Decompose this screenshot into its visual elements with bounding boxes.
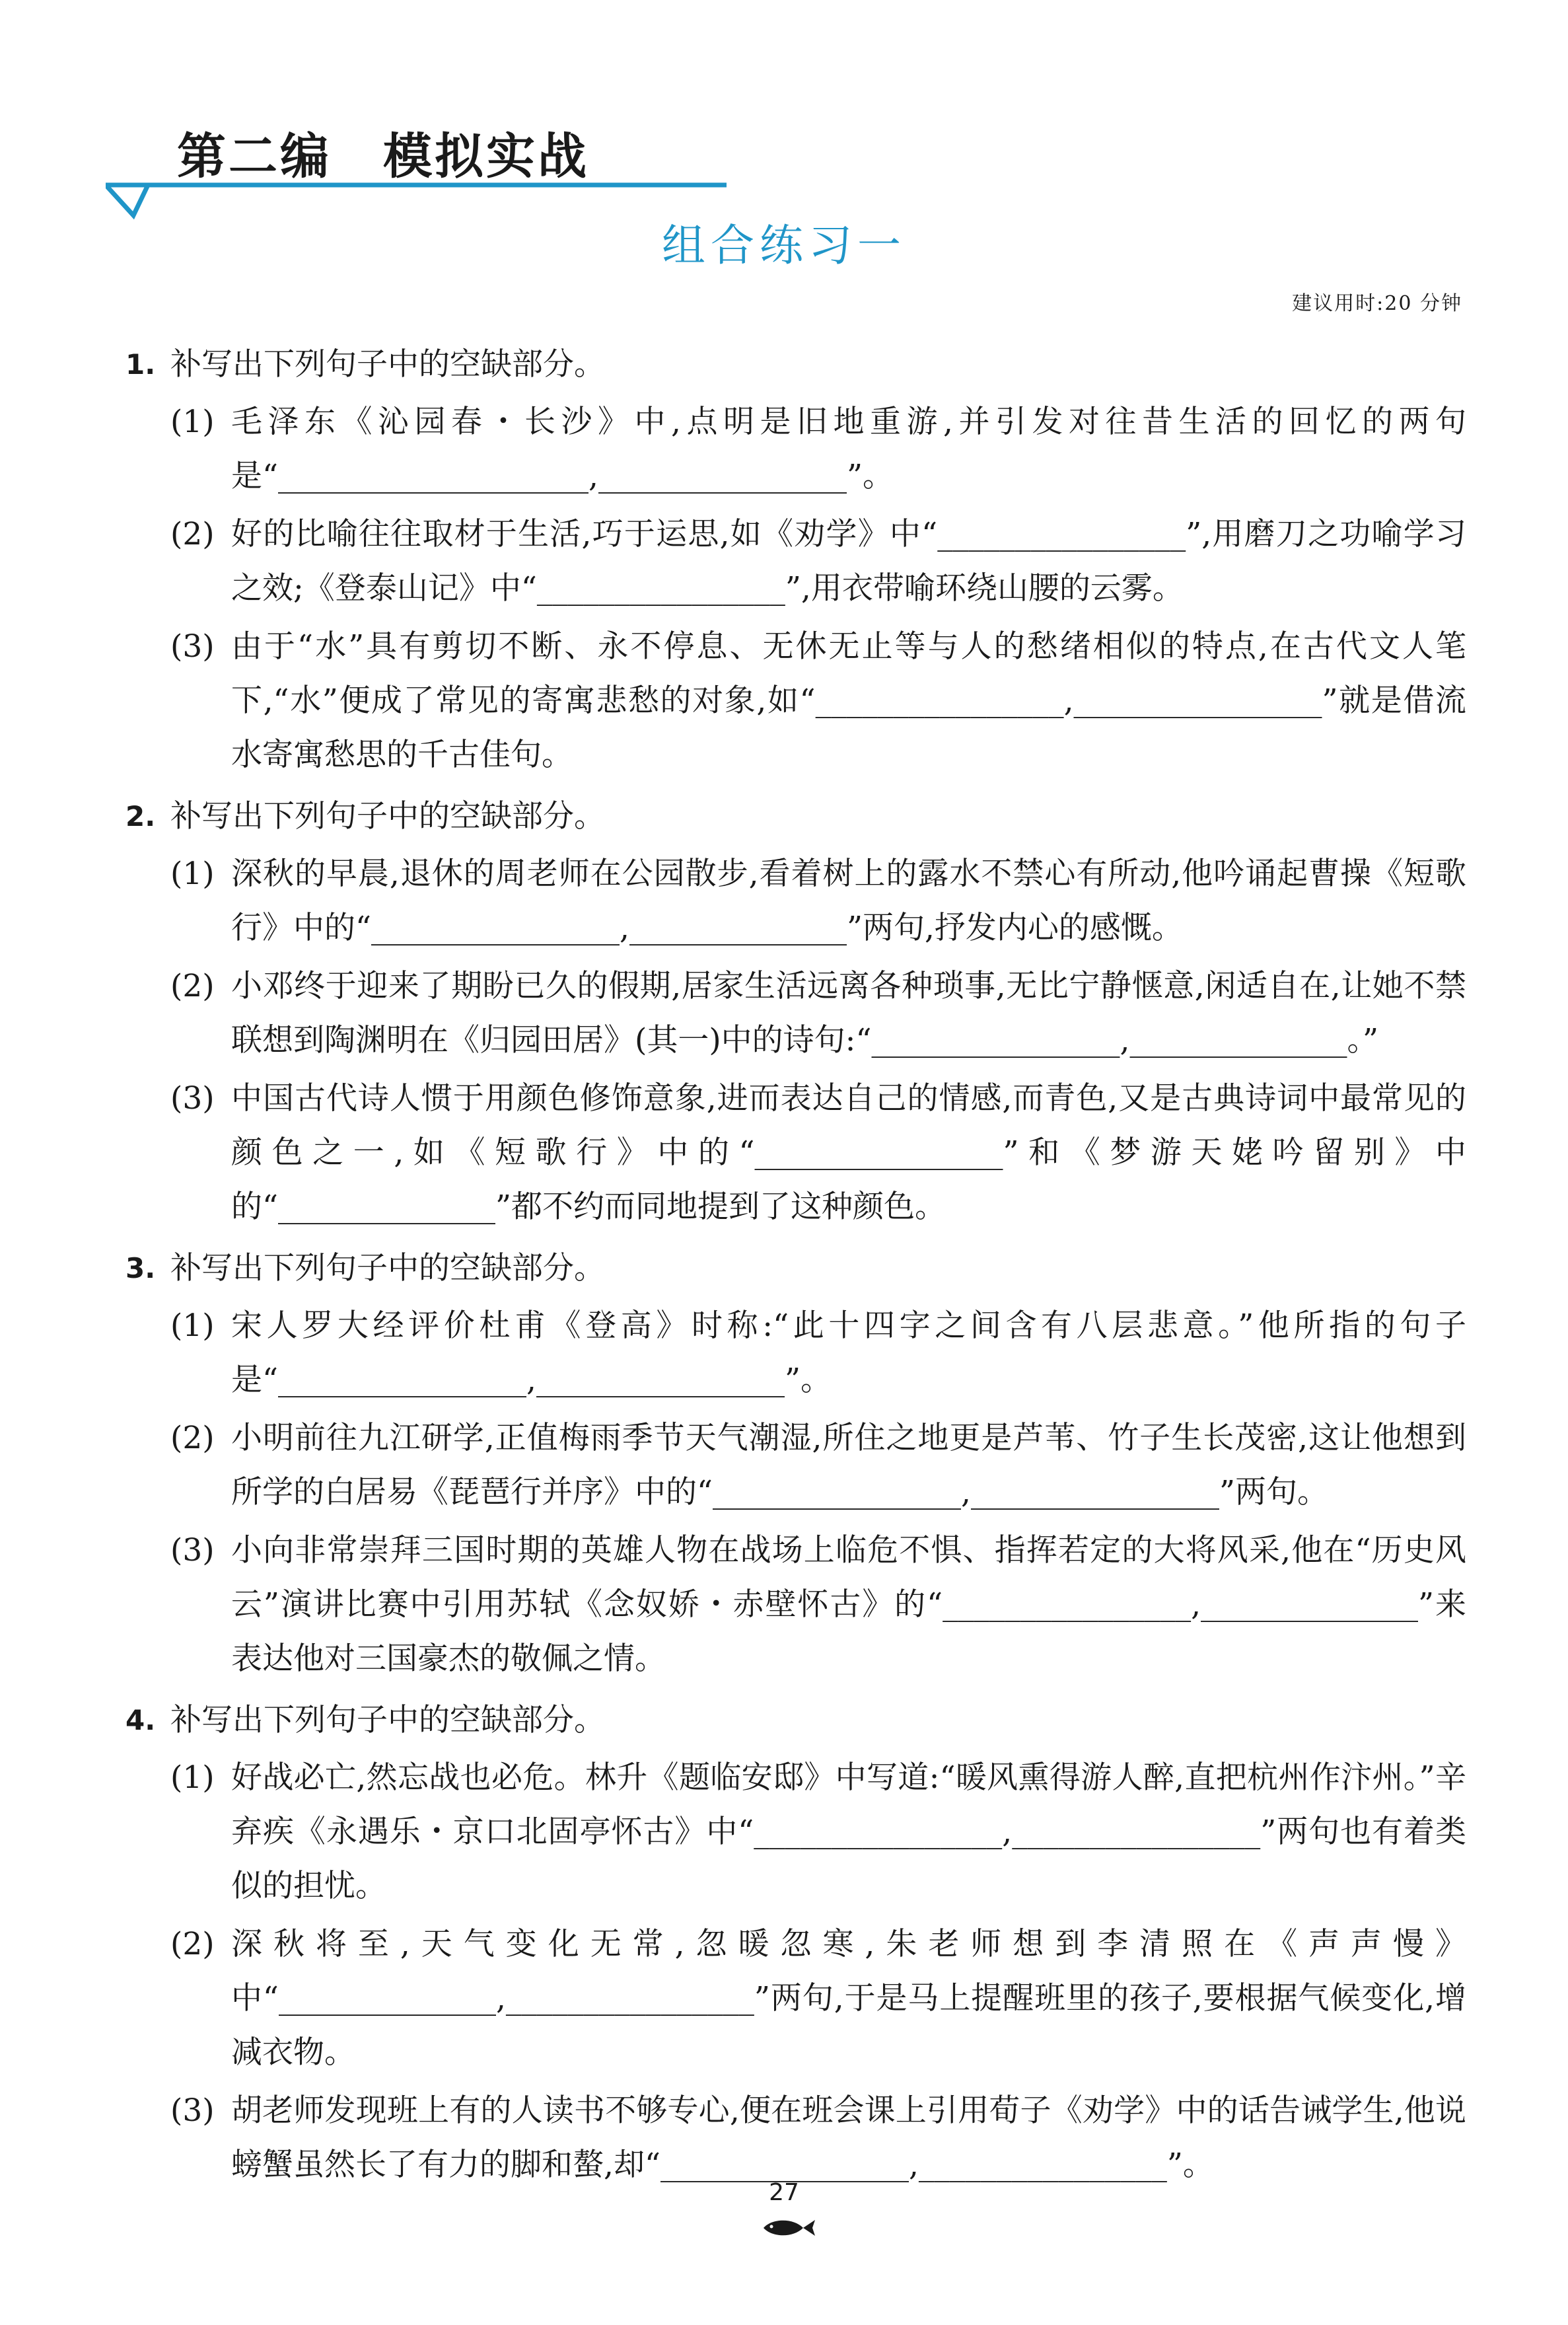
sub-question: [125, 1411, 1466, 1520]
sub-question-number: (2): [170, 1926, 215, 1962]
sub-question-text: 中国古代诗人惯于用颜色修饰意象,进而表达自己的情感,而青色,又是古典诗词中最常见的颜色之一,如《短歌行》中的“________________”和《梦游天姥吟留别》中的“______________”都不约而同地提到了这种颜色。: [231, 1080, 1466, 1225]
question-stem-text: 补写出下列句子中的空缺部分。: [170, 346, 605, 383]
sub-question: [125, 507, 1466, 616]
sub-question: [125, 1299, 1466, 1407]
sub-question-number: (3): [170, 2092, 215, 2129]
question-stem-text: 补写出下列句子中的空缺部分。: [170, 798, 605, 834]
sub-question-number: (1): [170, 404, 215, 440]
sub-question-text: 胡老师发现班上有的人读书不够专心,便在班会课上引用荀子《劝学》中的话告诫学生,他说螃蟹虽然长了有力的脚和螯,却“________________,________________”。: [231, 2092, 1466, 2183]
question-number: 1.: [125, 348, 156, 381]
part-title: 第二编 模拟实战: [177, 128, 589, 185]
sub-question-number: (1): [170, 1308, 215, 1344]
sub-question-text: 毛泽东《沁园春・长沙》中,点明是旧地重游,并引发对往昔生活的回忆的两句是“____________________,________________”。: [231, 404, 1466, 494]
sub-question-text: 深秋的早晨,退休的周老师在公园散步,看着树上的露水不禁心有所动,他吟诵起曹操《短歌行》中的“________________,______________”两句,抒发内心的感慨。: [231, 856, 1466, 946]
sub-question-text: 好的比喻往往取材于生活,巧于运思,如《劝学》中“________________”,用磨刀之功喻学习之效;《登泰山记》中“________________”,用衣带喻环绕山腰的云雾。: [231, 516, 1466, 607]
sub-question: [125, 1072, 1466, 1234]
page-number: 27: [769, 2179, 799, 2206]
question-stem: [125, 1694, 1466, 1747]
exercise-title: 组合练习一: [662, 220, 906, 271]
sub-question-text: 由于“水”具有剪切不断、永不停息、无休无止等与人的愁绪相似的特点,在古代文人笔下,“水”便成了常见的寄寓悲愁的对象,如“________________,________________”就是借流水寄寓愁思的千古佳句。: [231, 628, 1466, 773]
sub-question-text: 深秋将至,天气变化无常,忽暖忽寒,朱老师想到李清照在《声声慢》中“______________,________________”两句,于是马上提醒班里的孩子,要根据气候变化,增减衣物。: [231, 1926, 1466, 2071]
sub-question: [125, 1751, 1466, 1913]
sub-question: [125, 959, 1466, 1068]
sub-question-text: 小向非常崇拜三国时期的英雄人物在战场上临危不惧、指挥若定的大将风采,他在“历史风云”演讲比赛中引用苏轼《念奴娇・赤壁怀古》的“________________,______________”来表达他对三国豪杰的敬佩之情。: [231, 1532, 1466, 1677]
question-list: [125, 330, 1466, 2192]
sub-question: [125, 620, 1466, 782]
question-stem: [125, 1242, 1466, 1295]
sub-question-number: (2): [170, 968, 215, 1004]
sub-question: [125, 847, 1466, 955]
sub-question-text: 宋人罗大经评价杜甫《登高》时称:“此十四字之间含有八层悲意。”他所指的句子是“________________,________________”。: [231, 1308, 1466, 1398]
fish-icon: [752, 2215, 818, 2241]
sub-question-number: (3): [170, 1532, 215, 1568]
sub-question: [125, 1524, 1466, 1686]
sub-question: [125, 1917, 1466, 2080]
sub-question-text: 小明前往九江研学,正值梅雨季节天气潮湿,所住之地更是芦苇、竹子生长茂密,这让他想到所学的白居易《琵琶行并序》中的“________________,________________”两句。: [231, 1420, 1466, 1510]
question-stem-text: 补写出下列句子中的空缺部分。: [170, 1702, 605, 1738]
question-number: 2.: [125, 800, 156, 832]
sub-question-number: (2): [170, 1420, 215, 1456]
sub-question: [125, 395, 1466, 503]
sub-question-number: (3): [170, 1080, 215, 1117]
question-number: 3.: [125, 1252, 156, 1284]
sub-question-number: (1): [170, 856, 215, 892]
question-stem: [125, 338, 1466, 391]
question-stem-text: 补写出下列句子中的空缺部分。: [170, 1250, 605, 1286]
sub-question-text: 好战必亡,然忘战也必危。林升《题临安邸》中写道:“暖风熏得游人醉,直把杭州作汴州。”辛弃疾《永遇乐・京口北固亭怀古》中“________________,________________”两句也有着类似的担忧。: [231, 1759, 1466, 1904]
sub-question-number: (3): [170, 628, 215, 665]
sub-question-number: (2): [170, 516, 215, 552]
question-stem: [125, 790, 1466, 843]
suggested-time: 建议用时:20 分钟: [1292, 292, 1462, 315]
sub-question-text: 小邓终于迎来了期盼已久的假期,居家生活远离各种琐事,无比宁静惬意,闲适自在,让她不禁联想到陶渊明在《归园田居》(其一)中的诗句:“________________,______________。”: [231, 968, 1466, 1058]
sub-question: [125, 2084, 1466, 2192]
sub-question-number: (1): [170, 1759, 215, 1796]
question-number: 4.: [125, 1704, 156, 1736]
